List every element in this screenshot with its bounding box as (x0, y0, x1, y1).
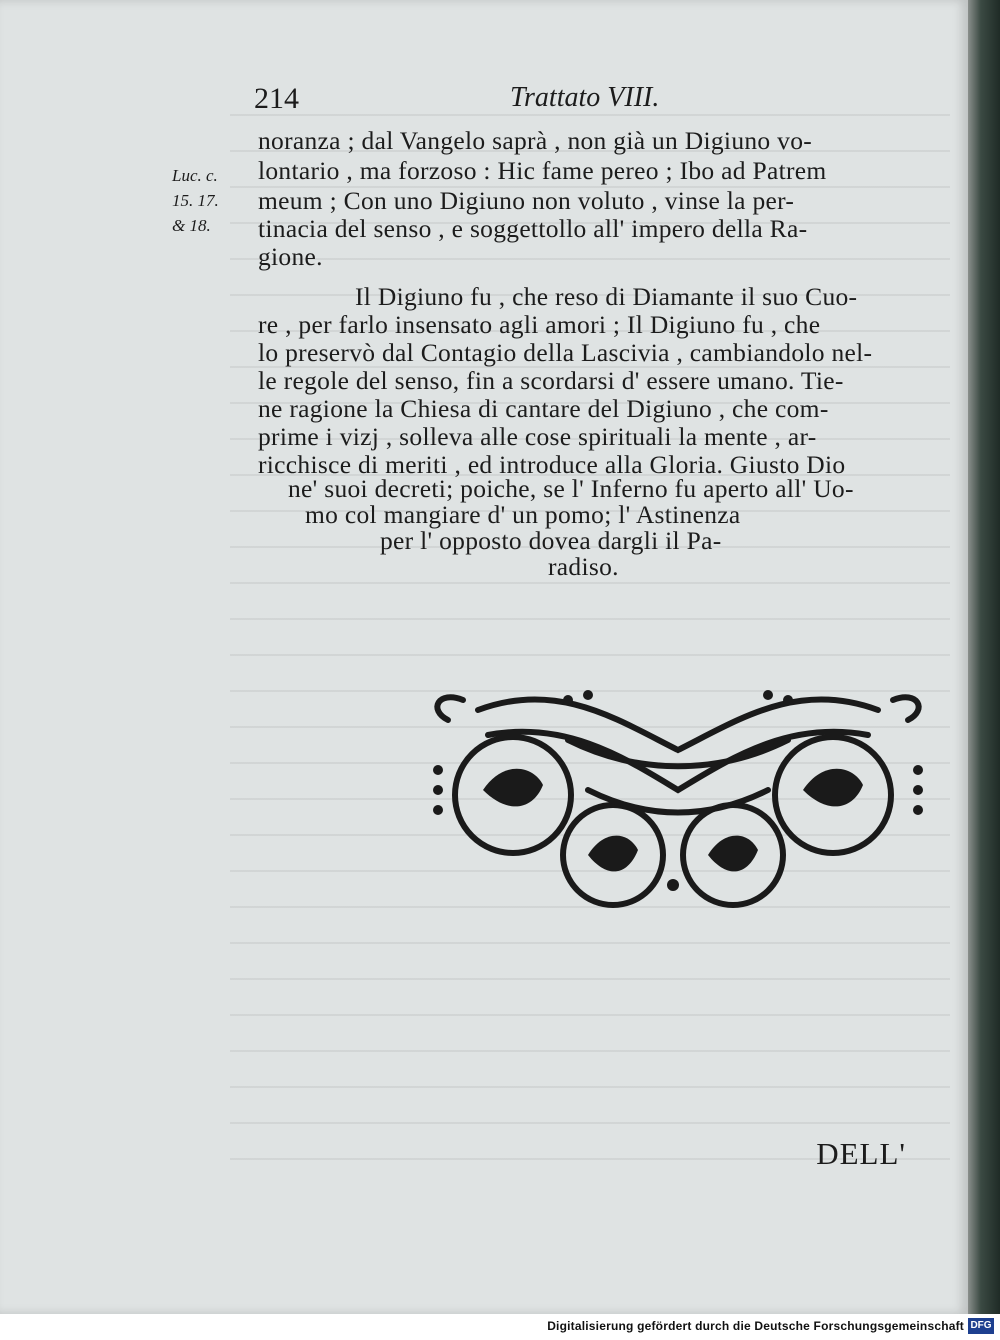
margin-note-line: 15. 17. (172, 191, 219, 210)
catchword: DELL' (816, 1136, 906, 1171)
body-line: radiso. (548, 552, 619, 581)
page-number: 214 (254, 82, 299, 115)
tailpiece-ornament (418, 680, 938, 920)
footer-credit: Digitalisierung gefördert durch die Deutsche Forschungsgemeinschaft (547, 1319, 964, 1333)
body-line: mo col mangiare d' un pomo; l' Astinenza (305, 500, 741, 529)
body-line: ricchisce di meriti , ed introduce alla Gloria. Giusto Dio (258, 450, 846, 479)
body-line: le regole del senso, fin a scordarsi d' essere umano. Tie- (258, 366, 844, 395)
dfg-logo: DFG (968, 1318, 994, 1334)
body-line: ne' suoi decreti; poiche, se l' Inferno fu aperto all' Uo- (288, 474, 854, 503)
body-line: gione. (258, 242, 323, 271)
body-line: ne ragione la Chiesa di cantare del Digiuno , che com- (258, 394, 829, 423)
body-line: tinacia del senso , e soggettollo all' impero della Ra- (258, 214, 808, 243)
running-head: Trattato VIII. (510, 82, 660, 113)
body-line: lo preservò dal Contagio della Lascivia , cambiandolo nel- (258, 338, 873, 367)
margin-note-line: Luc. c. (172, 166, 218, 185)
body-line: lontario , ma forzoso : Hic fame pereo ; Ibo ad Patrem (258, 156, 827, 185)
body-line: meum ; Con uno Digiuno non voluto , vinse la per- (258, 186, 795, 215)
book-binding-edge (968, 0, 1000, 1314)
body-line: re , per farlo insensato agli amori ; Il Digiuno fu , che (258, 310, 821, 339)
footer-bar (0, 1314, 1000, 1340)
body-line: per l' opposto dovea dargli il Pa- (380, 526, 722, 555)
body-line: Il Digiuno fu , che reso di Diamante il suo Cuo- (355, 282, 858, 311)
margin-note-line: & 18. (172, 216, 211, 235)
body-line: noranza ; dal Vangelo saprà , non già un Digiuno vo- (258, 126, 813, 155)
body-line: prime i vizj , solleva alle cose spirituali la mente , ar- (258, 422, 817, 451)
bleed-through-texture (230, 110, 950, 1160)
